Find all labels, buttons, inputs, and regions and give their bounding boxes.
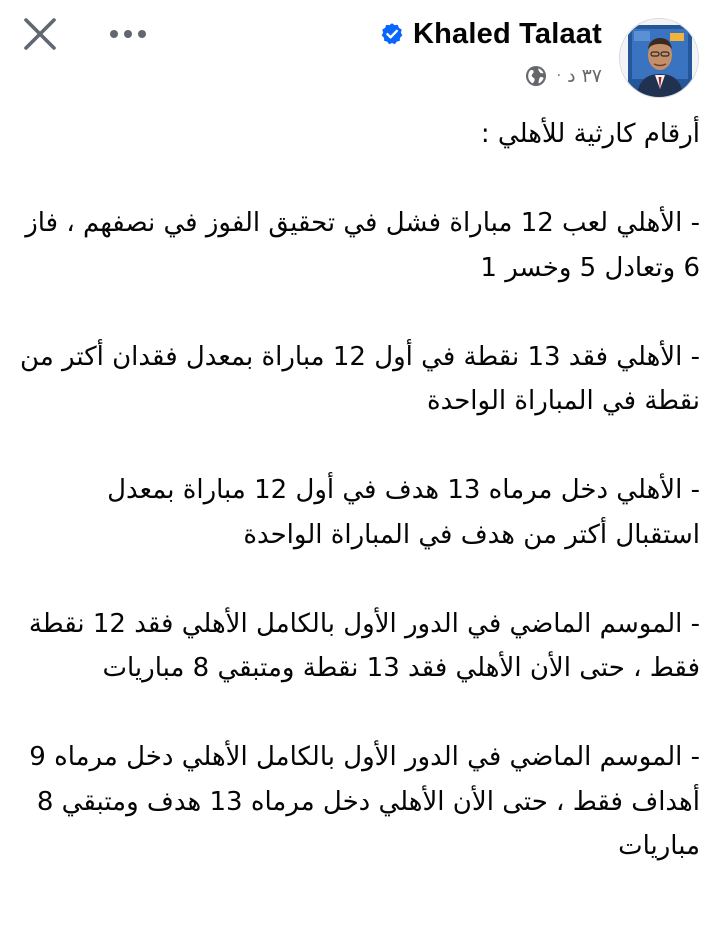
meta-separator: · bbox=[556, 68, 562, 84]
post-time[interactable]: ٣٧ د bbox=[567, 65, 602, 87]
post-paragraph: - الموسم الماضي في الدور الأول بالكامل الأهلي دخل مرماه 9 أهداف فقط ، حتى الأن الأهلي دخل مرماه 13 هدف ومتبقي 8 مباريات bbox=[29, 742, 700, 861]
post-meta bbox=[525, 62, 602, 90]
avatar[interactable] bbox=[619, 18, 699, 98]
post-paragraph: - الموسم الماضي في الدور الأول بالكامل الأهلي فقد 12 نقطة فقط ، حتى الأن الأهلي فقد 13 نقطة ومتبقي 8 مباريات bbox=[28, 608, 700, 683]
more-options-button[interactable] bbox=[104, 14, 152, 54]
close-button[interactable] bbox=[18, 12, 62, 56]
post-header bbox=[0, 0, 720, 100]
post-body bbox=[18, 112, 700, 869]
post-paragraph: - الأهلي دخل مرماه 13 هدف في أول 12 مباراة بمعدل استقبال أكتر من هدف في المباراة الواحدة bbox=[107, 475, 700, 550]
post-paragraph: - الأهلي لعب 12 مباراة فشل في تحقيق الفوز في نصفهم ، فاز 6 وتعادل 5 وخسر 1 bbox=[25, 208, 700, 283]
close-icon bbox=[23, 17, 57, 51]
globe-icon[interactable] bbox=[525, 65, 547, 87]
verified-badge-icon bbox=[380, 22, 404, 46]
avatar-photo bbox=[620, 19, 699, 98]
more-horizontal-icon bbox=[109, 29, 147, 39]
author-name[interactable]: Khaled Talaat bbox=[412, 17, 602, 50]
post-paragraph: - الأهلي فقد 13 نقطة في أول 12 مباراة بمعدل فقدان أكتر من نقطة في المباراة الواحدة bbox=[20, 341, 700, 416]
post-title: أرقام كارثية للأهلي : bbox=[480, 119, 700, 149]
author-row bbox=[380, 14, 602, 54]
